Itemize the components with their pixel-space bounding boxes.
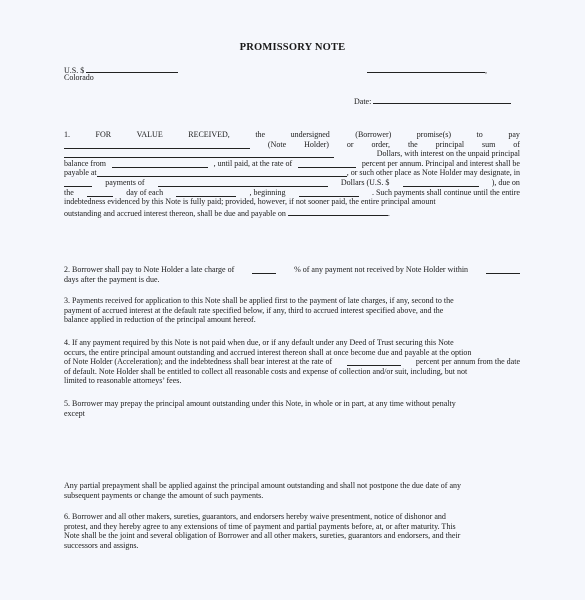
- principal-blank[interactable]: [64, 149, 334, 158]
- maturity-date-blank[interactable]: [288, 207, 388, 216]
- p1-line-2: (Note Holder) or order, the principal sum of: [64, 140, 520, 150]
- payments-count-blank[interactable]: [64, 178, 92, 187]
- p5b-line-2: subsequent payments or change the amount of such payments.: [64, 490, 264, 500]
- balance-from-blank[interactable]: [112, 159, 208, 168]
- p3-line-2: payment of accrued interest at the default rate specified below, if any, third to accrued interest specified above, and the: [64, 305, 444, 315]
- p4-line-4: of default. Note Holder shall be entitled to collect all reasonable costs and expense of collection and/or suit, including, but not: [64, 366, 468, 376]
- beginning-blank[interactable]: [299, 188, 359, 197]
- default-rate-blank[interactable]: [347, 357, 401, 366]
- p3-line-1: 3. Payments received for application to this Note shall be applied first to the payment of late charges, if any, second to the: [64, 296, 454, 305]
- p1-line-7: the day of each , beginning . Such payments shall continue until the entire: [64, 187, 520, 197]
- p1-line-1: 1. FOR VALUE RECEIVED, the undersigned (Borrower) promise(s) to pay: [64, 130, 520, 139]
- p6-line-1: 6. Borrower and all other makers, sureties, guarantors, and endorsers hereby waive presentment, notice of dishonor and: [64, 512, 446, 521]
- p4-line-2: occurs, the entire principal amount outstanding and accrued interest thereon shall at once become due and payable at the option: [64, 347, 472, 357]
- late-charge-blank[interactable]: [252, 265, 276, 274]
- date-line: [354, 95, 511, 107]
- p2-line-1: 2. Borrower shall pay to Note Holder a late charge of % of any payment not received by Note Holder within: [64, 265, 520, 275]
- us-dollar-label: U.S. $: [64, 66, 85, 75]
- p4-line-1: 4. If any payment required by this Note is not paid when due, or if any default under any Deed of Trust securing this Note: [64, 338, 454, 347]
- paragraph-1: [64, 130, 520, 218]
- p1-line-6: payments of Dollars (U.S. $ ), due on: [64, 178, 520, 188]
- p6-line-4: successors and assigns.: [64, 540, 139, 550]
- paragraph-5: [64, 399, 520, 418]
- state-label: Colorado: [64, 73, 94, 82]
- payment-amount-blank[interactable]: [158, 178, 328, 187]
- p1-line-8: indebtedness evidenced by this Note is fully paid; provided, however, if not sooner paid, the entire principal amount: [64, 197, 436, 207]
- amount-blank[interactable]: [86, 64, 178, 73]
- p6-line-2: protest, and they hereby agree to any extensions of time of payment and partial payments before, at, or after maturity. This: [64, 521, 456, 531]
- payment-usd-blank[interactable]: [403, 178, 479, 187]
- date-label: Date:: [354, 97, 372, 106]
- p1-line-4: balance from , until paid, at the rate of percent per annum. Principal and interest shall be: [64, 158, 520, 168]
- p1-line-9: outstanding and accrued interest thereon, shall be due and payable on .: [64, 208, 390, 218]
- p4-line-3: of Note Holder (Acceleration); and the indebtedness shall bear interest at the rate of percent per annum from the date: [64, 357, 520, 367]
- rate-blank[interactable]: [298, 159, 356, 168]
- p3-line-3: balance applied in reduction of the principal amount hereof.: [64, 315, 256, 325]
- p5-line-2: except: [64, 408, 85, 418]
- p6-line-3: Note shall be the joint and several obligation of Borrower and all other makers, sureties, guarantors and endorsers, and their: [64, 531, 461, 541]
- p5b-line-1: Any partial prepayment shall be applied against the principal amount outstanding and shall not postpone the due date of any: [64, 481, 462, 490]
- p2-line-2: days after the payment is due.: [64, 274, 160, 284]
- paragraph-4: [64, 338, 520, 386]
- p1-line-3: Dollars, with interest on the unpaid principal: [64, 149, 520, 159]
- payable-at-blank[interactable]: [97, 168, 347, 177]
- location-comma: ,: [485, 66, 487, 75]
- paragraph-6: [64, 512, 520, 550]
- period-blank[interactable]: [176, 188, 236, 197]
- location-blank[interactable]: [367, 64, 485, 73]
- days-blank[interactable]: [486, 265, 520, 274]
- document-title: PROMISSORY NOTE: [239, 42, 346, 53]
- paragraph-partial-prepayment: [64, 481, 520, 500]
- p5-line-1: 5. Borrower may prepay the principal amount outstanding under this Note, in whole or in part, at any time without penalty: [64, 399, 456, 408]
- borrower-blank[interactable]: [64, 140, 250, 149]
- p4-line-5: limited to reasonable attorneys’ fees.: [64, 376, 182, 386]
- p1-line-5: payable at , or such other place as Note Holder may designate, in: [64, 168, 520, 178]
- day-blank[interactable]: [87, 188, 113, 197]
- location-line: [367, 64, 487, 76]
- paragraph-2: [64, 265, 520, 284]
- date-blank[interactable]: [373, 95, 511, 104]
- paragraph-3: [64, 296, 520, 325]
